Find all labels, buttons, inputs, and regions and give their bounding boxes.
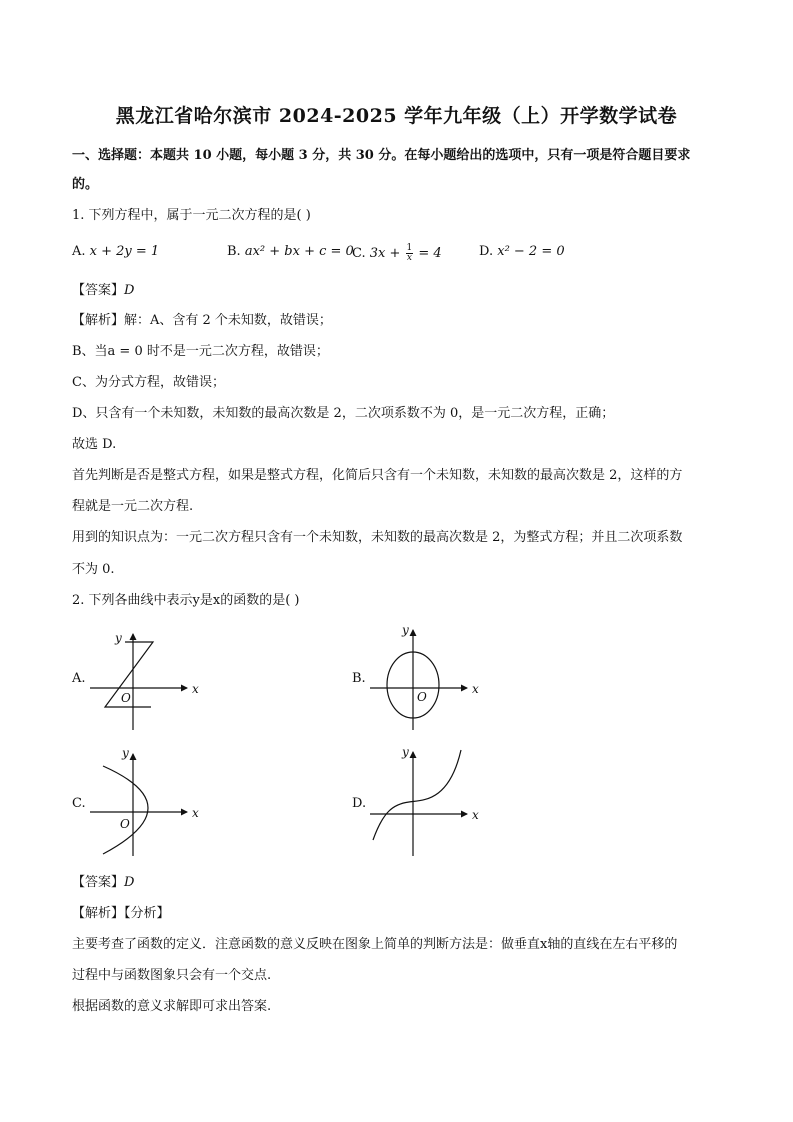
q1-option-c-fraction-numerator: 1 — [406, 243, 413, 253]
q1-analysis-line-4: D、只含有一个未知数，未知数的最高次数是 2，二次项系数不为 0，是一元二次方程，正确； — [72, 406, 615, 421]
q2-option-b-label[interactable]: B. — [352, 671, 366, 686]
q2-graph-c[interactable] — [85, 742, 205, 860]
q1-analysis-line-3: C、为分式方程，故错误； — [72, 375, 225, 390]
q1-option-a[interactable] — [72, 244, 159, 260]
q1-answer — [72, 283, 134, 299]
q2-answer-label: 【答案】 — [72, 875, 125, 890]
x-axis-arrow — [461, 811, 468, 818]
cubic-curve — [373, 750, 461, 840]
q1-analysis-line-1: 【解析】解：A、含有 2 个未知数，故错误； — [72, 313, 332, 328]
q1-answer-value: D — [124, 283, 135, 298]
y-axis-label: y — [122, 746, 129, 760]
q1-analysis-line-6: 首先判断是否是整式方程，如果是整式方程，化简后只含有一个未知数，未知数的最高次数是 2，这样的方 — [72, 468, 683, 483]
q1-option-a-math: x + 2y = 1 — [89, 244, 160, 259]
x-axis-label: x — [472, 682, 479, 696]
origin-label: O — [120, 817, 130, 831]
q2-graph-b[interactable] — [365, 622, 485, 734]
y-axis-arrow — [410, 751, 417, 758]
q2-option-d-label[interactable]: D. — [352, 796, 367, 811]
q1-option-c-math-post: = 4 — [414, 246, 442, 261]
q1-option-c-fraction — [406, 244, 414, 263]
q2-answer — [72, 875, 134, 891]
x-axis-label: x — [472, 808, 479, 822]
q1-analysis-line-7: 程就是一元二次方程. — [72, 499, 194, 514]
x-axis-arrow — [461, 685, 468, 692]
q1-analysis-line-8: 用到的知识点为：一元二次方程只含有一个未知数，未知数的最高次数是 2，为整式方程；并且二次项系数 — [72, 530, 683, 545]
q1-option-a-label: A. — [72, 244, 90, 259]
q1-option-c-fraction-denominator: x — [406, 253, 412, 263]
question-2-stem: 2. 下列各曲线中表示y是x的函数的是( ) — [72, 593, 300, 608]
q1-analysis-line-5: 故选 D. — [72, 437, 117, 452]
origin-label: O — [417, 690, 427, 704]
y-axis-label: y — [115, 631, 122, 645]
x-axis-label: x — [192, 682, 199, 696]
y-axis-arrow — [410, 629, 417, 636]
q2-graph-a[interactable] — [85, 622, 205, 734]
q1-analysis-line-9: 不为 0. — [72, 562, 115, 577]
sideways-parabola-curve — [103, 766, 148, 854]
q1-option-c-label: C. — [352, 246, 370, 261]
q1-option-b-math: ax² + bx + c = 0 — [244, 244, 354, 259]
section-heading-line-2: 的。 — [72, 177, 99, 192]
section-heading-line-1: 一、选择题：本题共 10 小题，每小题 3 分，共 30 分。在每小题给出的选项中，只有一项是符合题目要求 — [72, 148, 691, 163]
q2-option-c-label[interactable]: C. — [72, 796, 86, 811]
q1-analysis-line-2: B、当a = 0 时不是一元二次方程，故错误； — [72, 344, 329, 359]
q1-option-b-label: B. — [227, 244, 245, 259]
y-axis-label: y — [402, 623, 409, 637]
origin-label: O — [121, 691, 131, 705]
q1-option-d-math: x² − 2 = 0 — [497, 244, 565, 259]
question-1-stem: 1. 下列方程中，属于一元二次方程的是( ) — [72, 208, 311, 223]
q1-option-d-label: D. — [479, 244, 498, 259]
q2-option-a-label[interactable]: A. — [72, 671, 86, 686]
q1-option-c[interactable] — [352, 244, 442, 263]
y-axis-arrow — [130, 633, 137, 640]
q1-option-c-math-pre: 3x + — [369, 246, 405, 261]
q1-option-b[interactable] — [227, 244, 354, 260]
x-axis-arrow — [181, 809, 188, 816]
q2-analysis-line-3: 根据函数的意义求解即可求出答案. — [72, 999, 272, 1014]
x-axis-label: x — [192, 806, 199, 820]
q2-analysis-line-1: 主要考查了函数的定义．注意函数的意义反映在图象上简单的判断方法是：做垂直x轴的直线在左右平移的 — [72, 937, 678, 952]
y-axis-label: y — [402, 745, 409, 759]
page-title: 黑龙江省哈尔滨市 2024-2025 学年九年级（上）开学数学试卷 — [115, 105, 678, 127]
q2-analysis-line-2: 过程中与函数图象只会有一个交点. — [72, 968, 272, 983]
q2-answer-value: D — [124, 875, 135, 890]
y-axis-arrow — [130, 753, 137, 760]
x-axis-arrow — [181, 685, 188, 692]
q2-analysis-header: 【解析】【分析】 — [72, 906, 170, 921]
q1-option-d[interactable] — [479, 244, 565, 260]
q2-graph-d[interactable] — [365, 742, 485, 860]
q1-answer-label: 【答案】 — [72, 283, 125, 298]
